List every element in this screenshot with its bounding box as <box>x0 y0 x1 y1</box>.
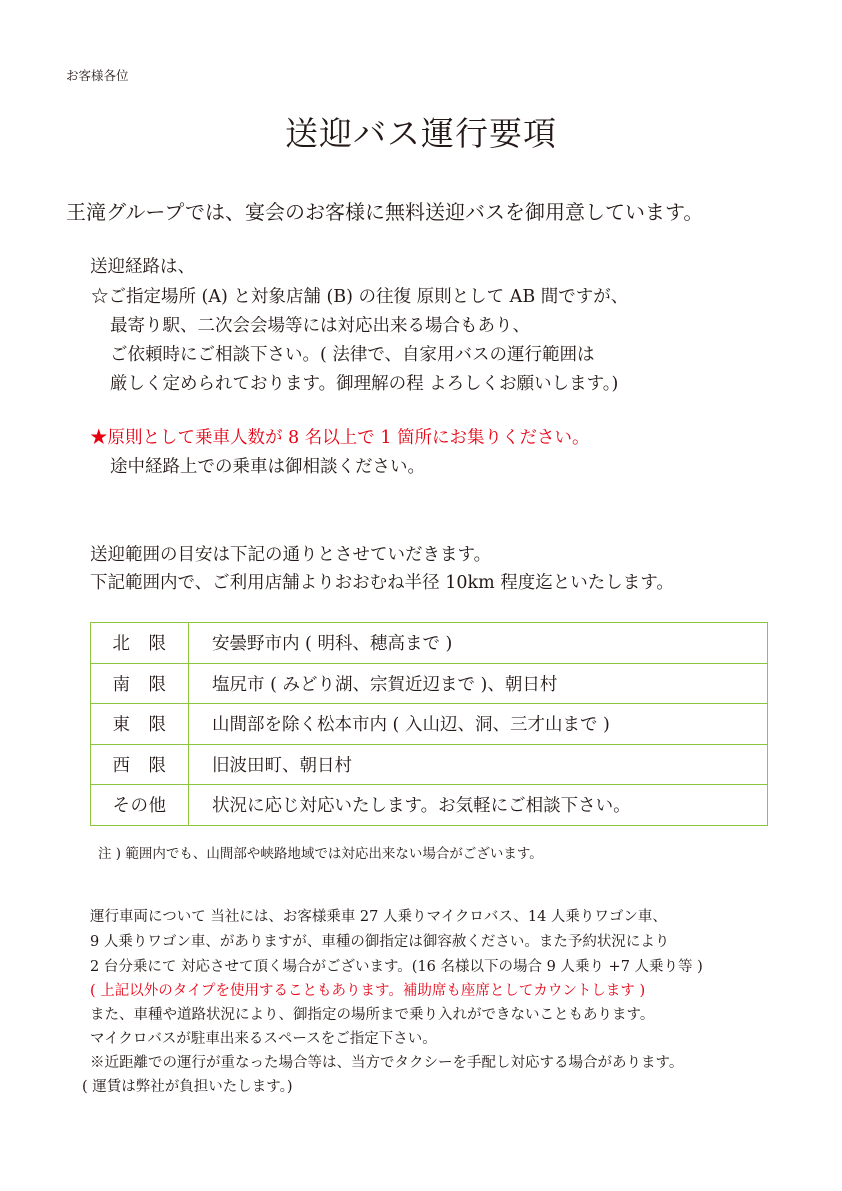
route-heading: 送迎経路は、 <box>90 257 195 277</box>
range-label: 北 限 <box>91 623 189 664</box>
table-row <box>91 663 768 704</box>
vehicle-info-line-2: 9 人乗りワゴン車、がありますが、車種の御指定は御容赦ください。また予約状況により <box>90 934 670 950</box>
range-label: 東 限 <box>91 704 189 745</box>
service-range-table <box>90 622 768 826</box>
vehicle-info-line-8: ( 運賃は弊社が負担いたします。) <box>82 1079 293 1095</box>
table-footnote: 注 ) 範囲内でも、山間部や峡路地域では対応出来ない場合がございます。 <box>98 846 543 862</box>
range-label: 西 限 <box>91 744 189 785</box>
table-row <box>91 785 768 826</box>
table-row <box>91 704 768 745</box>
route-line-3: ご依頼時にご相談下さい。( 法律で、自家用バスの運行範囲は <box>110 345 595 365</box>
vehicle-info-line-7: ※近距離での運行が重なった場合等は、当方でタクシーを手配し対応する場合があります。 <box>90 1055 684 1071</box>
route-line-1: ☆ご指定場所 (A) と対象店舗 (B) の往復 原則として AB 間ですが、 <box>91 287 629 307</box>
route-line-2: 最寄り駅、二次会会場等には対応出来る場合もあり、 <box>110 316 530 336</box>
range-label: その他 <box>91 785 189 826</box>
page-title: 送迎バス運行要項 <box>285 114 557 153</box>
range-value: 安曇野市内 ( 明科、穂高まで ) <box>189 623 768 664</box>
boarding-notice-highlight: ★原則として乗車人数が 8 名以上で 1 箇所にお集りください。 <box>90 428 590 448</box>
range-value: 山間部を除く松本市内 ( 入山辺、洞、三才山まで ) <box>189 704 768 745</box>
intro-text: 王滝グループでは、宴会のお客様に無料送迎バスを御用意しています。 <box>66 200 704 224</box>
route-line-4: 厳しく定められております。御理解の程 よろしくお願いします。) <box>110 374 619 394</box>
range-value: 旧波田町、朝日村 <box>189 744 768 785</box>
range-value: 状況に応じ対応いたします。お気軽にご相談下さい。 <box>189 785 768 826</box>
vehicle-info-line-1: 運行車両について 当社には、お客様乗車 27 人乗りマイクロバス、14 人乗りワゴン車、 <box>90 909 667 925</box>
salutation: お客様各位 <box>66 68 129 83</box>
vehicle-info-line-4-highlight: ( 上記以外のタイプを使用することもあります。補助席も座席としてカウントします ) <box>90 983 646 999</box>
range-value: 塩尻市 ( みどり湖、宗賀近辺まで )、朝日村 <box>189 663 768 704</box>
range-intro-line-2: 下記範囲内で、ご利用店舗よりおおむね半径 10km 程度迄といたします。 <box>90 573 674 593</box>
vehicle-info-line-3: 2 台分乗にて 対応させて頂く場合がございます。(16 名様以下の場合 9 人乗り +7 人乗り等 ) <box>90 959 703 975</box>
range-intro-line-1: 送迎範囲の目安は下記の通りとさせていだきます。 <box>90 545 492 565</box>
vehicle-info-line-5: また、車種や道路状況により、御指定の場所まで乗り入れができないこともあります。 <box>90 1007 655 1023</box>
table-row <box>91 623 768 664</box>
boarding-notice-sub: 途中経路上での乗車は御相談ください。 <box>110 457 425 477</box>
range-label: 南 限 <box>91 663 189 704</box>
table-row <box>91 744 768 785</box>
vehicle-info-line-6: マイクロバスが駐車出来るスペースをご指定下さい。 <box>90 1031 437 1047</box>
